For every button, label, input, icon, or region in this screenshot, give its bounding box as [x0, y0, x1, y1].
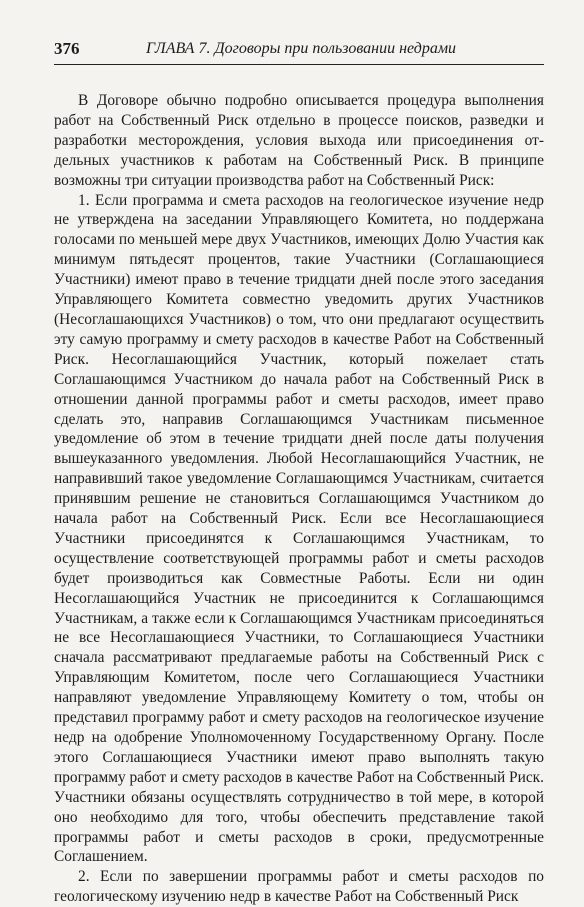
page-header: [54, 38, 544, 60]
running-head: ГЛАВА 7. Договоры при пользовании недрами: [146, 40, 457, 57]
header-rule: [54, 64, 544, 65]
paragraph-item-2: 2. Если по завершении программы работ и сметы расходов по геологическому изучению недр в качестве Работ на Собственный Риск: [54, 868, 544, 906]
page-number: 376: [54, 39, 80, 58]
paragraph-intro: В Договоре обычно подробно описывается процедура выполнения работ на Собственный Риск отдельно в процессе поисков, разведки и разработки месторождения, условия выхода или присоединения отдельных участников к работам на Собственный Риск. В принципе возможны три ситуации производства работ на Собственный Риск:: [54, 92, 544, 189]
paragraph-item-1: 1. Если программа и смета расходов на геологическое изучение недр не утверждена на заседании Управляющего Комитета, но поддержана голосами по меньшей мере двух Участников, имеющих Долю Участия как минимум пятьдесят процентов, такие Участники (Соглашающиеся Участники) имеют право в течение тридцати дней после этого заседания Управляющего Комитета совместно уведомить других Участников (Несоглашающихся Участников) о том, что они предлагают осуществить эту самую программу и смету расходов в качестве Работ на Собственный Риск. Несоглашающийся Участник, который пожелает стать Соглашающимся Участником до начала работ на Собственный Риск в отношении данной программы работ и сметы расходов, имеет право сделать это, направив Соглашающимся Участникам письменное уведомление об этом в течение тридцати дней после даты получения вышеуказанного уведомления. Любой Несоглашающийся Участник, не направивший такое уведомление Соглашающимся Участникам, считается принявшим решение не становиться Соглашающимся Участником до начала работ на Собственный Риск. Если все Несоглашающиеся Участники присоединятся к Соглашающимся Участникам, то осуществление соответствующей программы работ и сметы расходов будет производиться как Совместные Работы. Если ни один Несоглашающийся Участник не присоединится к Соглашающимся Участникам, а также если к Соглашающимся Участникам присоединяться не все Несоглашающиеся Участники, то Соглашающиеся Участники сначала рассматривают предлагаемые работы на Собственный Риск с Управляющим Комитетом, после чего Соглашающиеся Участники направляют уведомление Управляющему Комитету о том, чтобы он представил программу работ и смету расходов на геологическое изучение недр на одобрение Уполномоченному Государственному Органу. После этого Соглашающиеся Участники имеют право выполнять такую программу работ и смету расходов в качестве Работ на Собственный Риск. Участники обязаны осуществлять сотрудничество в той мере, в которой оно необходимо для того, чтобы обеспечить представление такой программы работ и сметы расходов в сроки, предусмотренные Соглашением.: [54, 191, 544, 866]
body-text: [54, 91, 544, 907]
